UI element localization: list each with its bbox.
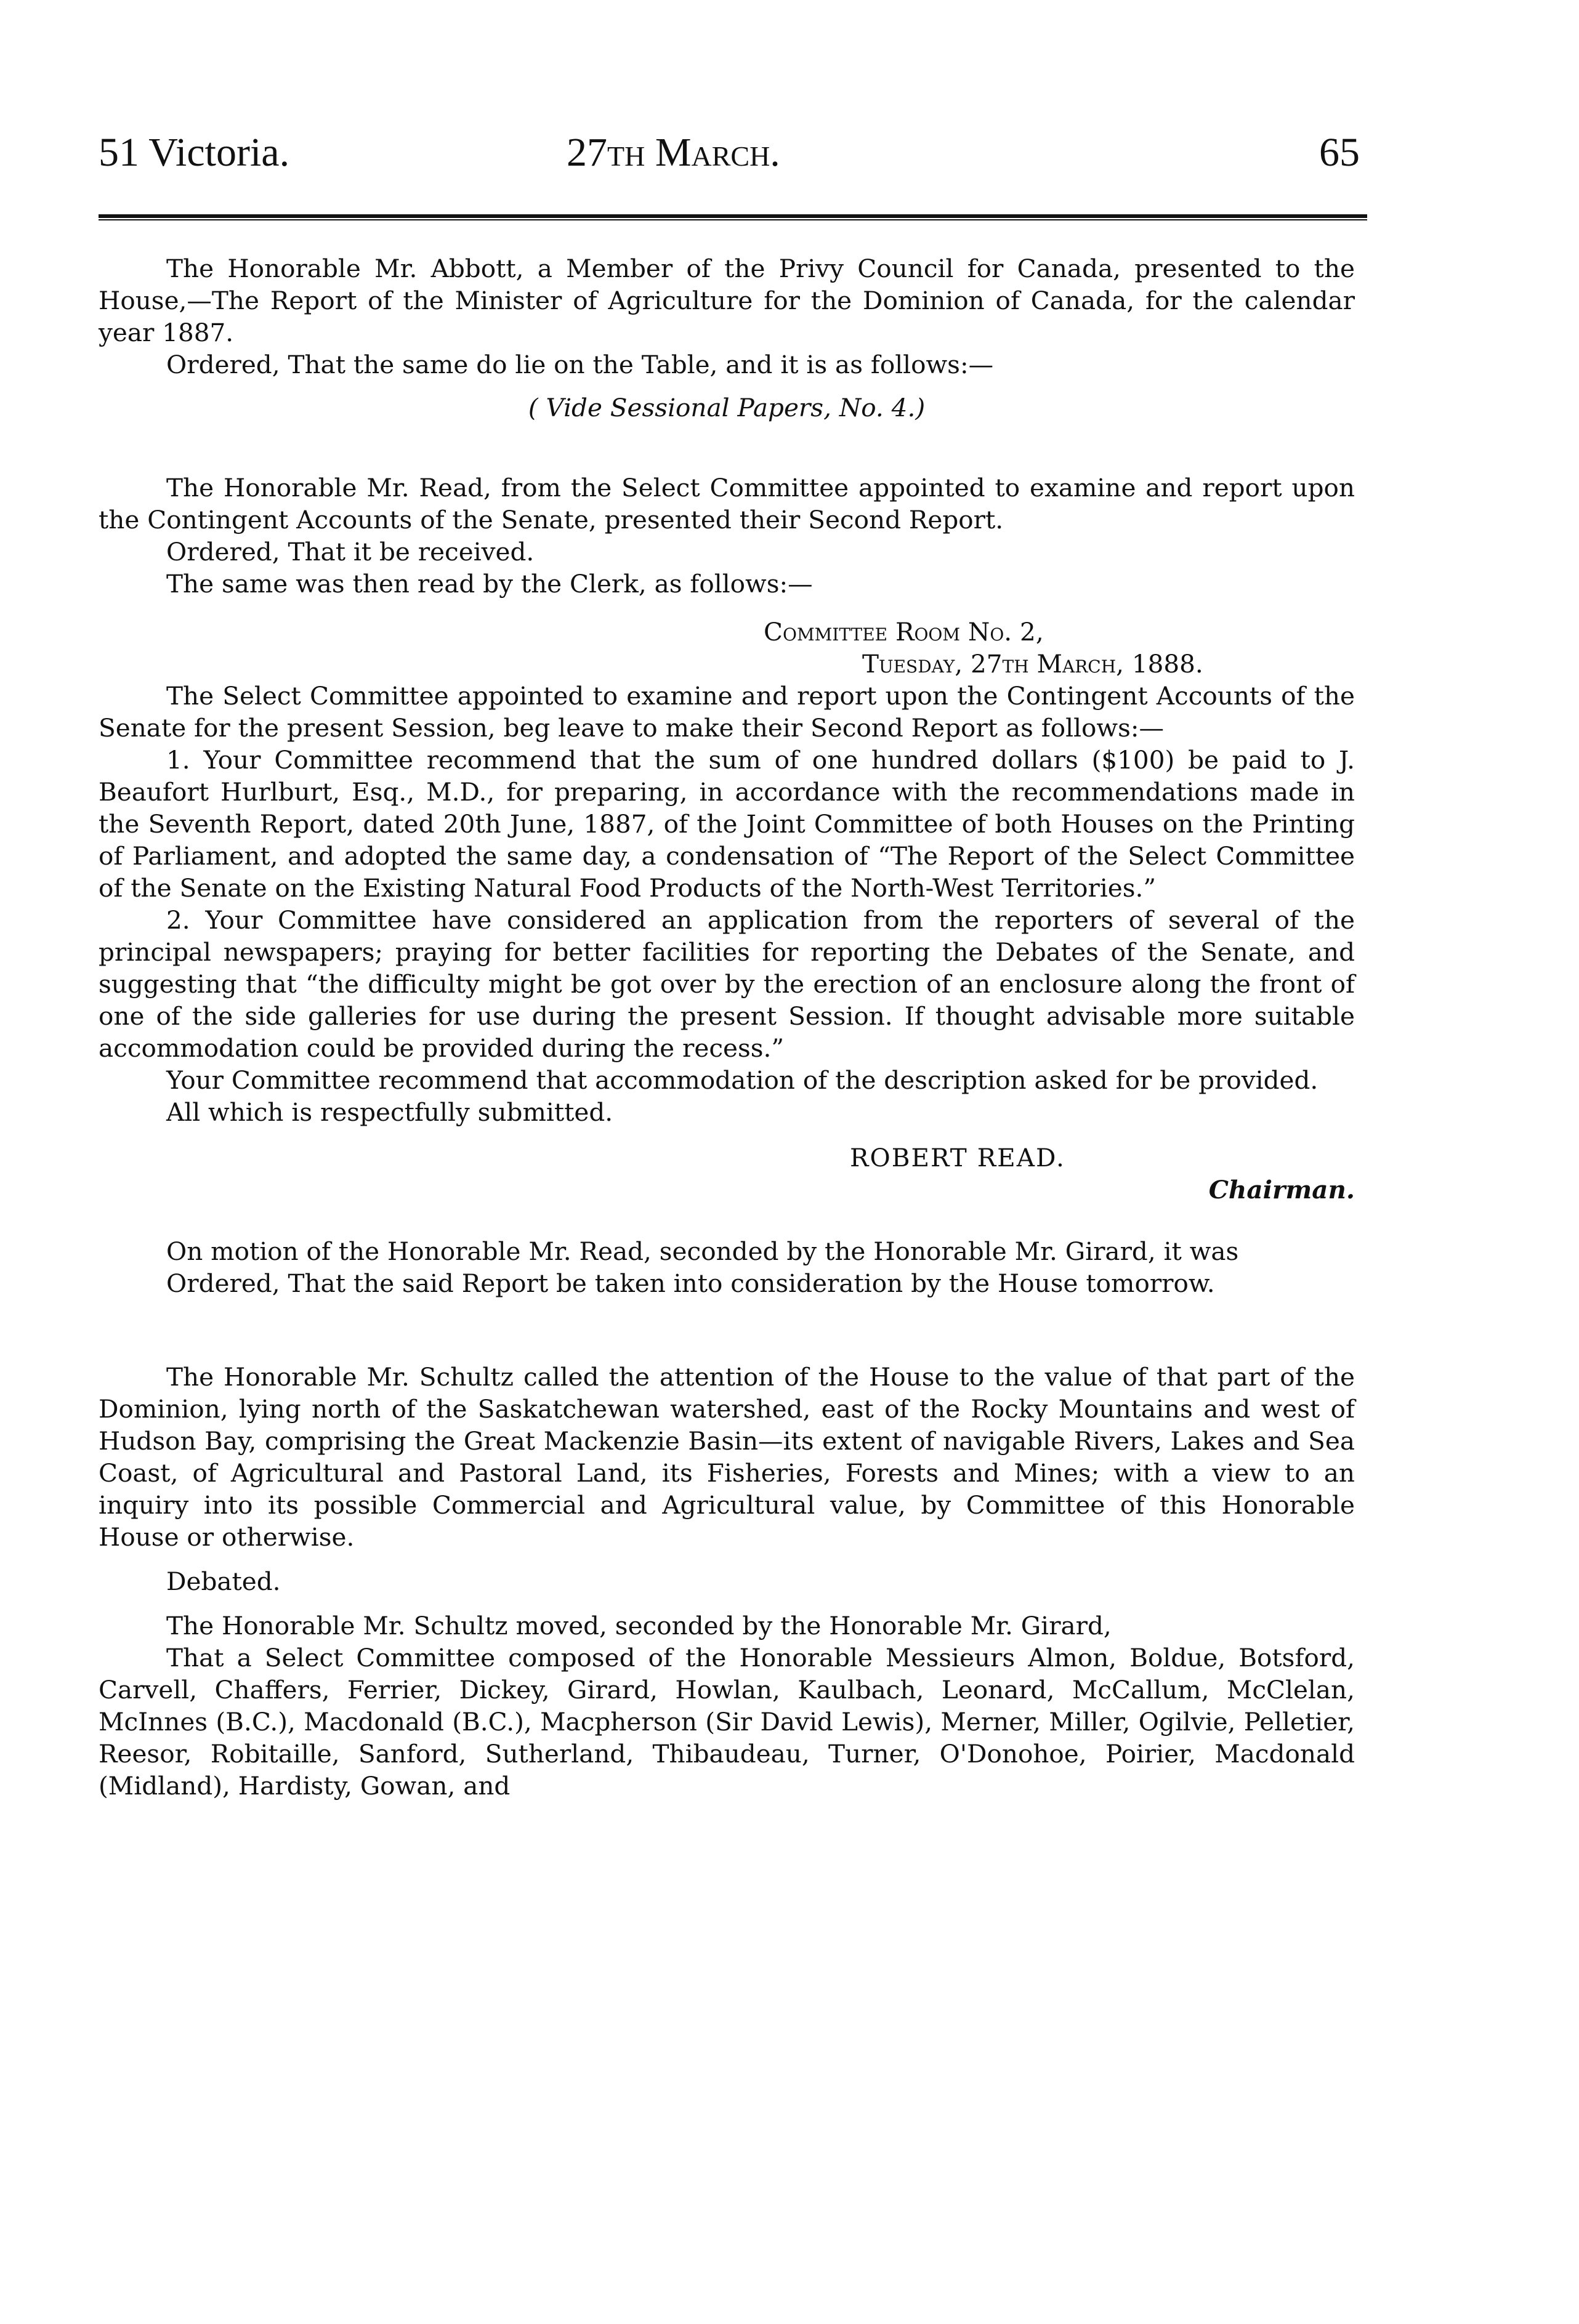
- paragraph: The same was then read by the Clerk, as follows:—: [166, 569, 813, 599]
- date-line: Tuesday, 27th March, 1888.: [862, 649, 1203, 679]
- paragraph: 2. Your Committee have considered an application from the reporters of several of the principal newspapers; praying for better facilities for reporting the Debates of the Senate, and suggesting that “the difficulty might be got over by the erection of an enclosure along the front of one of the side galleries for use during the present Session. If thought advisable more suitable accommodation could be provided during the recess.”: [99, 905, 1355, 1063]
- paragraph: The Honorable Mr. Schultz called the attention of the House to the value of that part of the Dominion, lying north of the Saskatchewan watershed, east of the Rocky Mountains and west of Hudson Bay, comprising the Great Mackenzie Basin—its extent of navigable Rivers, Lakes and Sea Coast, of Agricultural and Pastoral Land, its Fisheries, Forests and Mines; with a view to an inquiry into its possible Commercial and Agricultural value, by Committee of this Honorable House or otherwise.: [99, 1362, 1355, 1552]
- paragraph: All which is respectfully submitted.: [166, 1097, 613, 1127]
- header-date: 27th March.: [567, 130, 780, 175]
- paragraph: The Honorable Mr. Abbott, a Member of the Privy Council for Canada, presented to the House,—The Report of the Minister of Agriculture for the Dominion of Canada, for the calendar year 1887.: [99, 254, 1355, 347]
- page-number: 65: [1319, 130, 1360, 175]
- document-page: [99, 123, 1360, 1801]
- paragraph: Your Committee recommend that accommodation of the description asked for be provided.: [166, 1065, 1319, 1095]
- paragraph: That a Select Committee composed of the Honorable Messieurs Almon, Boldue, Botsford, Carvell, Chaffers, Ferrier, Dickey, Girard, Howlan, Kaulbach, Leonard, McCallum, McClelan, McInnes (B.C.), Macdonald (B.C.), Macpherson (Sir David Lewis), Merner, Miller, Ogilvie, Pelletier, Reesor, Robitaille, Sanford, Sutherland, Thibaudeau, Turner, O'Donohoe, Poirier, Macdonald (Midland), Hardisty, Gowan, and: [99, 1643, 1355, 1801]
- committee-room-line: Committee Room No. 2,: [764, 617, 1044, 647]
- paragraph: Ordered, That the same do lie on the Table, and it is as follows:—: [166, 350, 994, 379]
- paragraph: On motion of the Honorable Mr. Read, seconded by the Honorable Mr. Girard, it was: [166, 1237, 1239, 1266]
- paragraph: The Select Committee appointed to examine and report upon the Contingent Accounts of the Senate for the present Session, beg leave to make their Second Report as follows:—: [99, 681, 1355, 743]
- paragraph: The Honorable Mr. Schultz moved, seconded by the Honorable Mr. Girard,: [166, 1611, 1112, 1640]
- paragraph: Ordered, That it be received.: [166, 537, 535, 567]
- paragraph: Ordered, That the said Report be taken into consideration by the House tomorrow.: [166, 1269, 1215, 1298]
- paragraph: 1. Your Committee recommend that the sum of one hundred dollars ($100) be paid to J. Beaufort Hurlburt, Esq., M.D., for preparing, in accordance with the recommendations made in the Seventh Report, dated 20th June, 1887, of the Joint Committee of both Houses on the Printing of Parliament, and adopted the same day, a condensation of “The Report of the Select Committee of the Senate on the Existing Natural Food Products of the North-West Territories.”: [99, 745, 1355, 903]
- document-body: [99, 252, 1355, 1802]
- page-header: [99, 123, 1360, 197]
- signature-title: Chairman.: [1208, 1175, 1355, 1204]
- vide-reference: ( Vide Sessional Papers, No. 4.): [528, 393, 926, 422]
- header-rule: [99, 214, 1367, 222]
- signature-name: ROBERT READ.: [850, 1143, 1065, 1172]
- header-session: 51 Victoria.: [99, 130, 290, 175]
- paragraph: Debated.: [166, 1567, 281, 1596]
- paragraph: The Honorable Mr. Read, from the Select Committee appointed to examine and report upon the Contingent Accounts of the Senate, presented their Second Report.: [99, 473, 1355, 535]
